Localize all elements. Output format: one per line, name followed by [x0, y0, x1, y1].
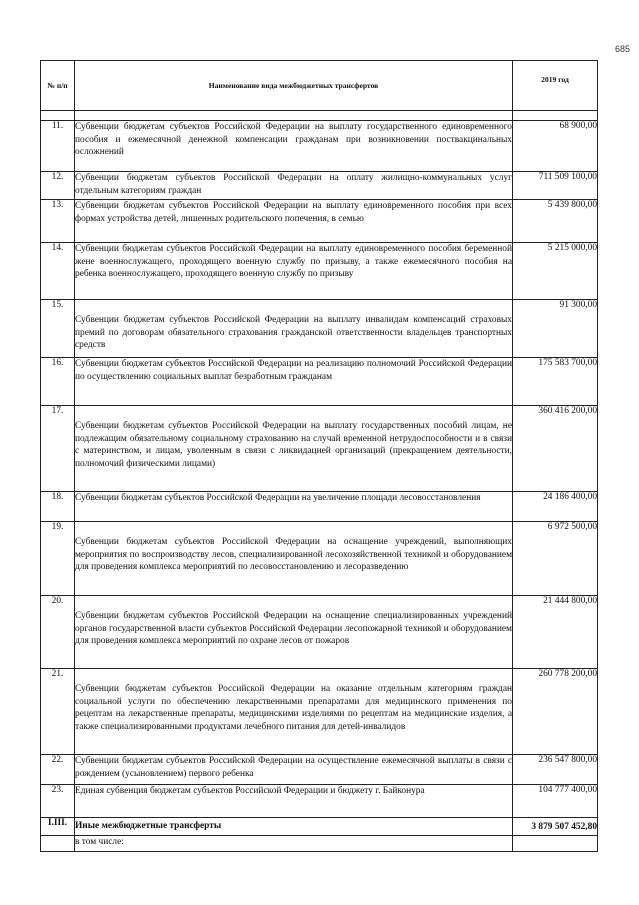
table-header-row — [41, 61, 598, 111]
row-value: 5 439 800,00 — [513, 200, 598, 243]
row-name: Субвенции бюджетам субъектов Российской Федерации на осуществление ежемесячной выплаты в связи с рождением (усыновлением) первого ребенка — [75, 755, 513, 785]
row-name: Субвенции бюджетам субъектов Российской Федерации на выплату инвалидам компенсаций страховых премий по договорам обязательного страхования гражданской ответственности владельцев транспортных средств — [75, 300, 513, 358]
row-value: 6 972 500,00 — [513, 522, 598, 596]
row-name: Субвенции бюджетам субъектов Российской Федерации на выплату единовременного пособия беременной жене военнослужащего, проходящего военную службу по призыву, а также ежемесячного пособия на ребенка военнослужащего, проходящего военную службу по призыву — [75, 243, 513, 300]
table-row — [41, 522, 598, 596]
row-name: Субвенции бюджетам субъектов Российской Федерации на оказание отдельным категориям граждан социальной услуги по обеспечению лекарственными препаратами для медицинского применения по рецептам на лекарственные препараты, медицинскими изделиями по рецептам на медицинские изделия, а также специализированными продуктами лечебного питания для детей-инвалидов — [75, 669, 513, 755]
table-row — [41, 358, 598, 406]
row-number: 20. — [41, 596, 75, 669]
row-name: Субвенции бюджетам субъектов Российской Федерации на оплату жилищно-коммунальных услуг отдельным категориям граждан — [75, 172, 513, 200]
row-name: Субвенции бюджетам субъектов Российской Федерации на реализацию полномочий Российской Федерации по осуществлению социальных выплат безработным гражданам — [75, 358, 513, 406]
row-value: 5 215 000,00 — [513, 243, 598, 300]
row-name: Субвенции бюджетам субъектов Российской Федерации на выплату государственного единовременного пособия и ежемесячной денежной компенсации гражданам при возникновении поствакцинальных осложнений — [75, 121, 513, 172]
table-row — [41, 596, 598, 669]
subrow-value — [513, 836, 598, 852]
row-name: Субвенции бюджетам субъектов Российской Федерации на оснащение учреждений, выполняющих мероприятия по воспроизводству лесов, специализированной лесохозяйственной техникой и оборудованием для проведения комплекса мероприятий по лесовосстановлению и лесоразведению — [75, 522, 513, 596]
row-name: Субвенции бюджетам субъектов Российской Федерации на выплату единовременного пособия при всех формах устройства детей, лишенных родительского попечения, в семью — [75, 200, 513, 243]
header-name: Наименование вида межбюджетных трансфертов — [75, 61, 513, 111]
table-row — [41, 785, 598, 818]
row-number: 13. — [41, 200, 75, 243]
header-year: 2019 год — [513, 61, 598, 111]
row-value: 91 300,00 — [513, 300, 598, 358]
row-number: 17. — [41, 406, 75, 492]
table-row — [41, 172, 598, 200]
table-row — [41, 406, 598, 492]
row-number: 21. — [41, 669, 75, 755]
row-name: Субвенции бюджетам субъектов Российской Федерации на увеличение площади лесовосстановления — [75, 492, 513, 522]
row-number: 11. — [41, 121, 75, 172]
table-row — [41, 200, 598, 243]
row-number: 12. — [41, 172, 75, 200]
section-value: 3 879 507 452,80 — [513, 818, 598, 836]
section-row — [41, 818, 598, 836]
row-number: 22. — [41, 755, 75, 785]
row-name: Единая субвенция бюджетам субъектов Российской Федерации и бюджету г. Байконура — [75, 785, 513, 818]
subrow — [41, 836, 598, 852]
row-number: 23. — [41, 785, 75, 818]
table-row — [41, 121, 598, 172]
section-number: I.III. — [41, 818, 75, 836]
row-number: 14. — [41, 243, 75, 300]
row-value: 21 444 800,00 — [513, 596, 598, 669]
row-number: 18. — [41, 492, 75, 522]
table-body — [41, 111, 598, 852]
row-number: 15. — [41, 300, 75, 358]
row-value: 104 777 400,00 — [513, 785, 598, 818]
row-value: 260 778 200,00 — [513, 669, 598, 755]
row-name: Субвенции бюджетам субъектов Российской Федерации на оснащение специализированных учреждений органов государственной власти субъектов Российской Федерации лесопожарной техникой и оборудованием для проведения комплекса мероприятий по охране лесов от пожаров — [75, 596, 513, 669]
table-row — [41, 243, 598, 300]
row-value: 24 186 400,00 — [513, 492, 598, 522]
table-row — [41, 755, 598, 785]
table-row — [41, 492, 598, 522]
table-row — [41, 300, 598, 358]
subrow-name: в том числе: — [75, 836, 513, 852]
transfers-table — [40, 60, 598, 852]
row-value: 711 509 100,00 — [513, 172, 598, 200]
row-value: 68 900,00 — [513, 121, 598, 172]
page-number: 685 — [614, 44, 630, 54]
row-value: 236 547 800,00 — [513, 755, 598, 785]
subrow-number — [41, 836, 75, 852]
row-number: 19. — [41, 522, 75, 596]
spacer-row — [41, 111, 598, 121]
section-name: Иные межбюджетные трансферты — [75, 818, 513, 836]
row-name: Субвенции бюджетам субъектов Российской Федерации на выплату государственных пособий лицам, не подлежащим обязательному социальному страхованию на случай временной нетрудоспособности и в связи с материнством, и лицам, уволенным в связи с ликвидацией организаций (прекращением деятельности, полномочий физическими лицами) — [75, 406, 513, 492]
row-value: 175 583 700,00 — [513, 358, 598, 406]
table-row — [41, 669, 598, 755]
row-value: 360 416 200,00 — [513, 406, 598, 492]
header-num: № п/п — [41, 61, 75, 111]
row-number: 16. — [41, 358, 75, 406]
